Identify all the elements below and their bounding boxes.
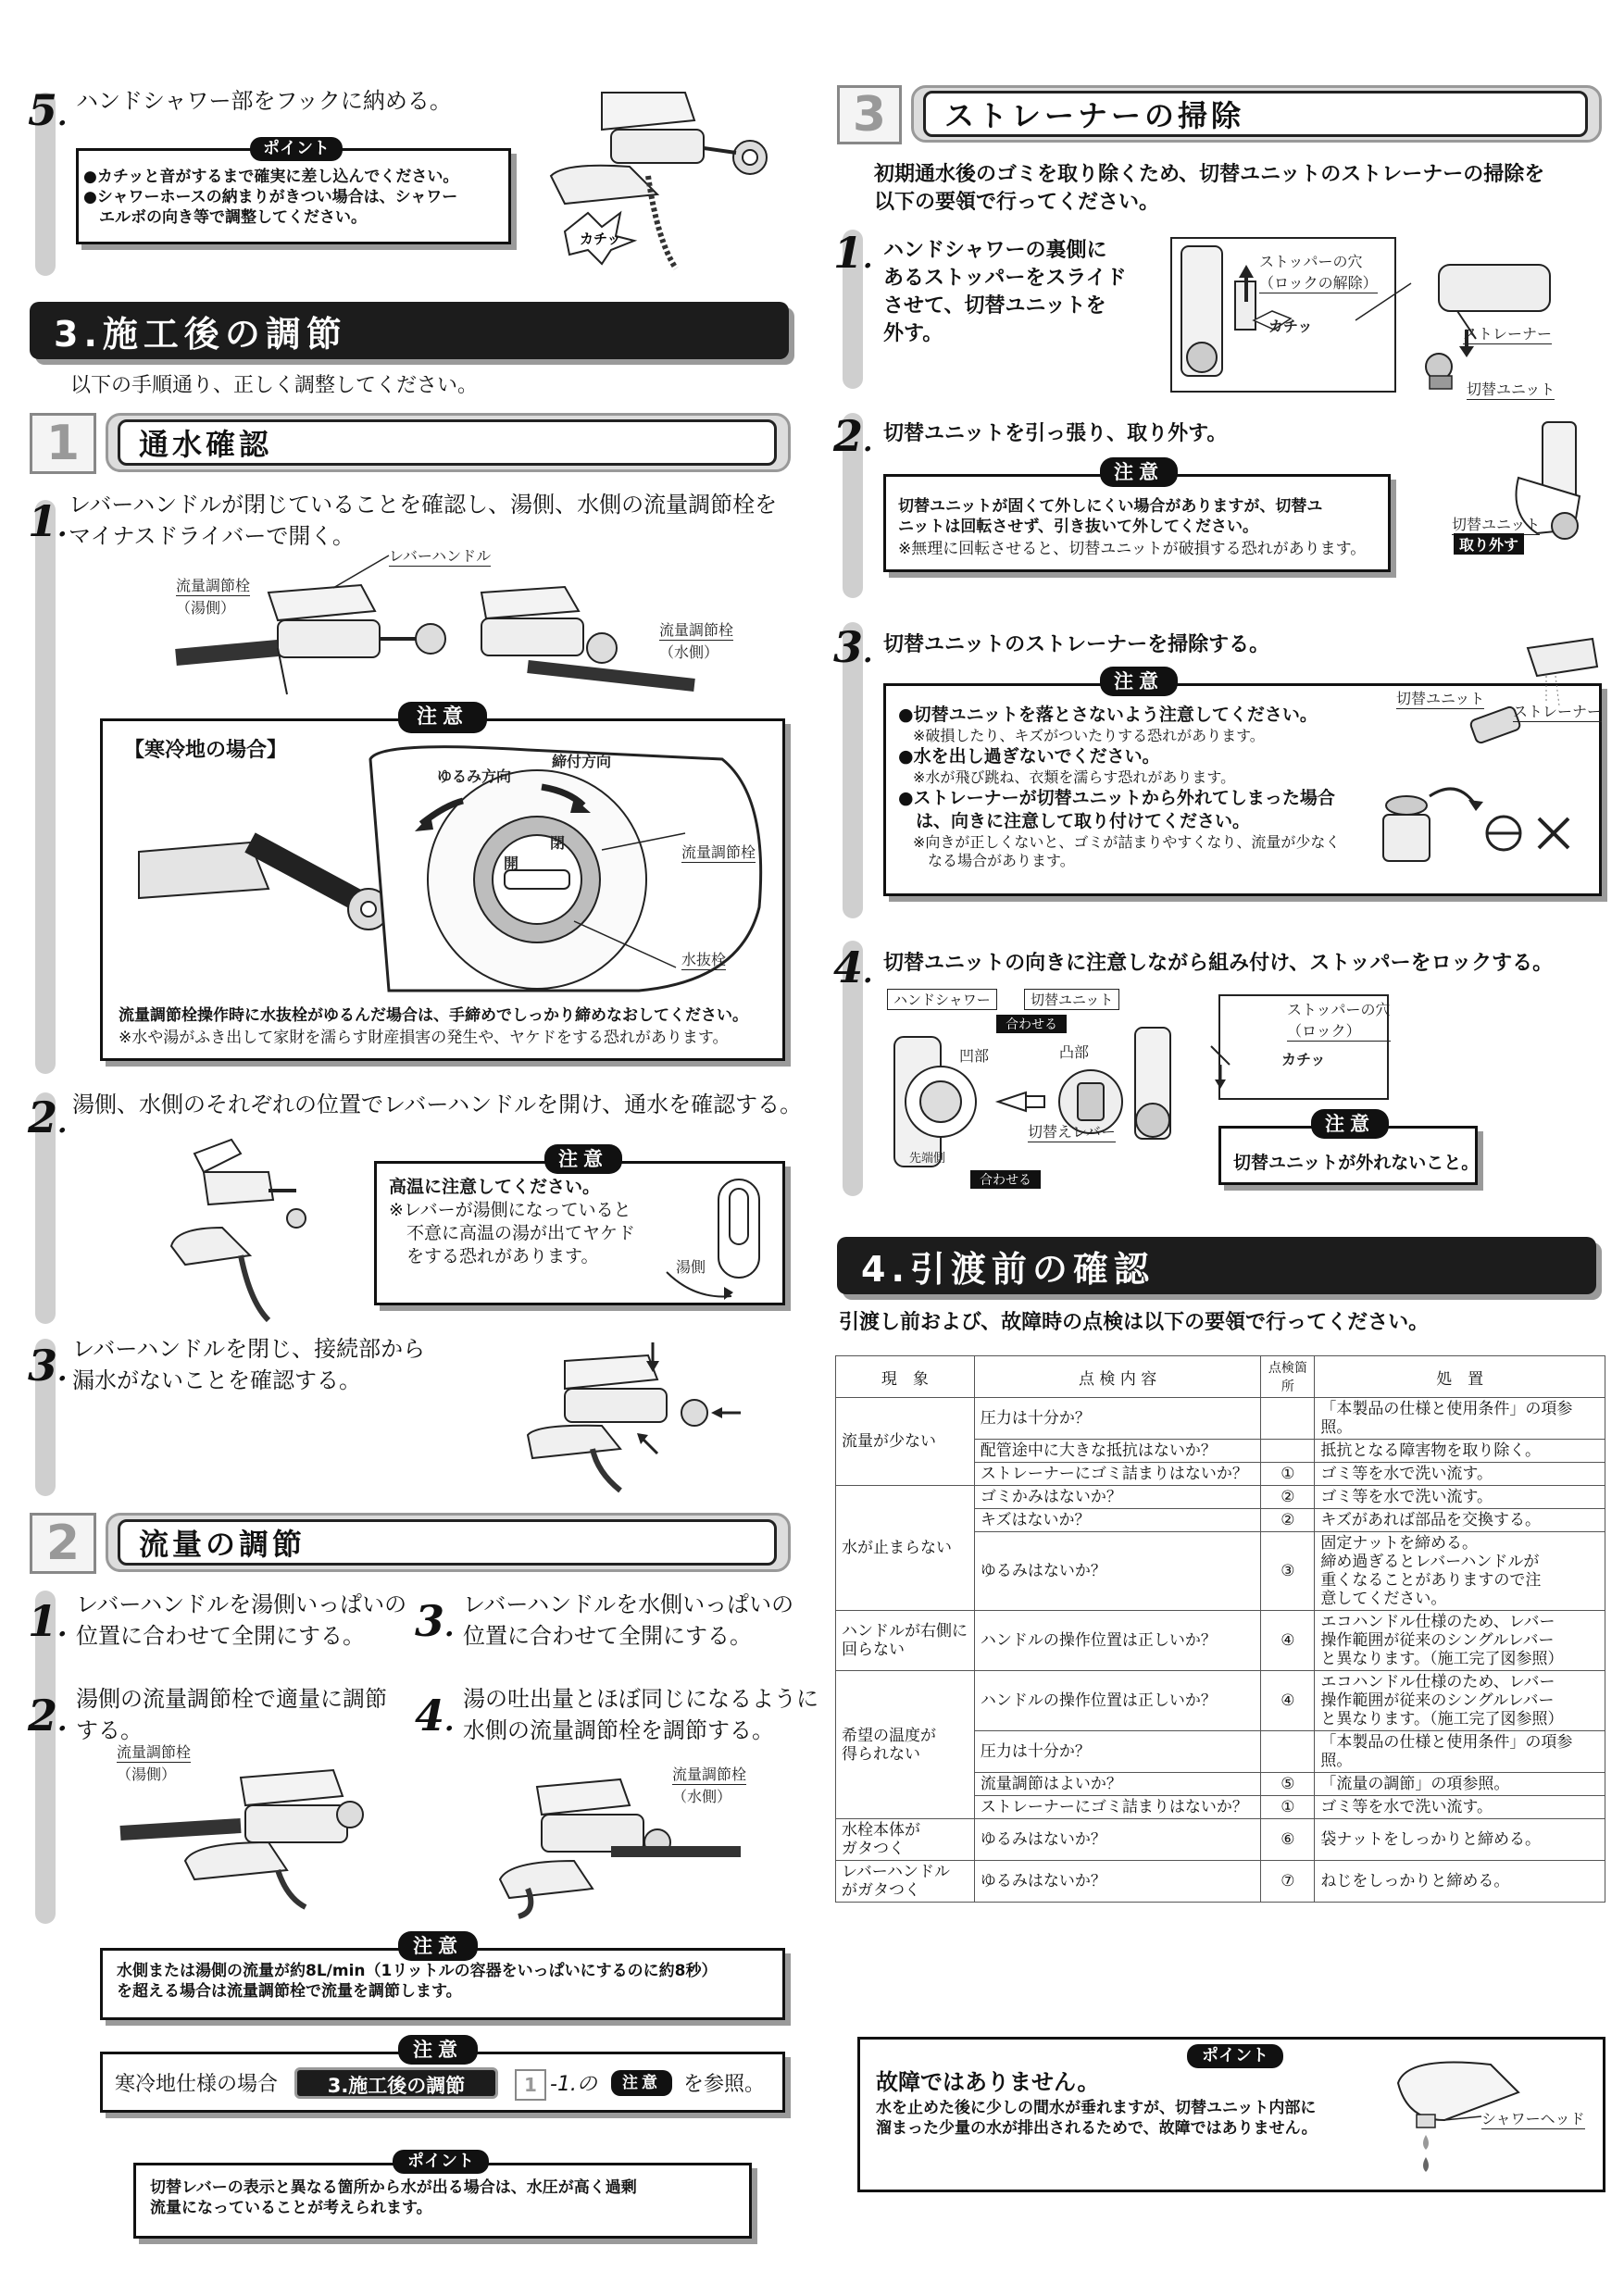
subsection-number: 2 [30,1513,96,1574]
subsection-title: 流量の調節 [139,1527,306,1562]
check-cell: ハンドルの操作位置は正しいか？ [974,1671,1261,1731]
symptom-cell: レバーハンドル がガタつく [836,1861,975,1903]
click-label: カチッ [1268,318,1313,335]
concave-label: 凹部 [959,1047,990,1065]
ref-prefix: 寒冷地仕様の場合 [115,2073,279,2096]
strainer-label: ストレーナー [1463,322,1552,344]
location-cell: ④ [1261,1611,1315,1671]
check-cell: キズはないか？ [974,1509,1261,1532]
remove-tag: 取り外す [1454,533,1524,555]
ref-caution-tag: 注意 [611,2070,672,2096]
inspection-table [835,1355,1605,1903]
action-cell: エコハンドル仕様のため、レバー 操作範囲が従来のシングルレバー と異なります。（施工完了図参照） [1315,1611,1605,1671]
location-cell: ④ [1261,1671,1315,1731]
point-label: ポイント [393,2150,489,2174]
match-tag: 合わせる [970,1170,1041,1189]
step-text: レバーハンドルを湯側いっぱいの 位置に合わせて全開にする。 [76,1591,407,1649]
hot-valve-illustration [120,1741,380,1907]
step-number: 1. [28,496,68,546]
faucet-hook-illustration [546,74,796,268]
step-bar [35,500,56,1074]
faucet-handle-illustration [167,1135,315,1320]
valve-hot-label: 流量調節栓 （湯側） [117,1741,191,1784]
step-number: 2. [28,1092,68,1142]
step-text: 切替ユニットのストレーナーを掃除する。 [883,633,1270,656]
check-cell: ゆるみはないか？ [974,1532,1261,1611]
check-cell: 流量調節はよいか？ [974,1773,1261,1796]
valve-cold-label: 流量調節栓 （水側） [659,618,733,662]
section-title: ストレーナーの掃除 [944,98,1245,133]
valve-label: 流量調節栓 [681,841,756,863]
section-header [911,85,1602,143]
caution-text: ●切替ユニットを落とさないよう注意してください。 ※破損したり、キズがついたりする恐れがあります。 ●水を出し過ぎないでください。 ※水が飛び跳ね、衣類を濡らす恐れがあります。 ●ストレーナーが切替ユニットから外れてしまった場合 は、向きに注意して取り付けてください。 ※向きが正しくないと、ゴミが詰まりやすくなり、流量が少なく なる場合があります。 [898,705,1341,869]
step-number: 1. [833,228,873,278]
step-text: レバーハンドルを水側いっぱいの 位置に合わせて全開にする。 [463,1591,794,1649]
subsection-number: 1 [30,413,96,474]
action-cell: キズがあれば部品を交換する。 [1315,1509,1605,1532]
caution-label: 注意 [1311,1109,1389,1139]
location-cell: ⑥ [1261,1819,1315,1861]
leak-check-illustration [518,1342,750,1491]
table-row [836,1486,1605,1509]
point-text: ●カチッと音がするまで確実に差し込んでください。 ●シャワーホースの納まりがきつい場合は、シャワー エルボの向き等で調整してください。 [83,168,459,227]
table-row [836,1611,1605,1671]
match-tag: 合わせる [996,1015,1067,1033]
header-cell: 点 検 内 容 [974,1356,1261,1398]
action-cell: ゴミ等を水で洗い流す。 [1315,1486,1605,1509]
caution-label: 注意 [1100,457,1178,487]
step-text: 切替ユニットを引っ張り、取り外す。 [883,422,1228,445]
unit-label: 切替ユニット [1396,687,1484,709]
stopper-hole-label: ストッパーの穴 （ロックの解除） [1259,253,1378,292]
step-text: 湯側の流量調節栓で適量に調節 する。 [76,1686,387,1743]
section-intro: 引渡し前および、故障時の点検は以下の要領で行ってください。 [839,1311,1430,1334]
action-cell: 抵抗となる障害物を取り除く。 [1315,1440,1605,1463]
location-cell [1261,1398,1315,1440]
convex-label: 凸部 [1059,1043,1090,1061]
cold-region-title: 【寒冷地の場合】 [124,739,288,762]
step-number: 2. [28,1691,68,1741]
caution-sub: ※水や湯がふき出して家財を濡らす財産損害の発生や、ヤケドをする恐れがあります。 [119,1029,729,1047]
point-text: 切替レバーの表示と異なる箇所から水が出る場合は、水圧が高く過剰 流量になっていることが考えられます。 [150,2178,637,2217]
point-label: ポイント [250,137,343,161]
step-text: 湯側、水側のそれぞれの位置でレバーハンドルを開け、通水を確認する。 [72,1092,803,1117]
location-cell [1261,1440,1315,1463]
open-label: 開 [504,855,519,872]
point-title: 故障ではありません。 [876,2069,1100,2095]
check-cell: ストレーナーにゴミ詰まりはないか？ [974,1796,1261,1819]
table-row [836,1861,1605,1903]
table-header [836,1356,1605,1398]
check-cell: ゆるみはないか？ [974,1819,1261,1861]
drain-label: 水抜栓 [681,948,726,970]
caution-main: 流量調節栓操作時に水抜栓がゆるんだ場合は、手締めでしっかり締めなおしてください。 [119,1006,748,1025]
ref-step: -1.の [550,2073,597,2096]
point-text: 水を止めた後に少しの間水が垂れますが、切替ユニット内部に 溜まった少量の水が排出されるためで、故障ではありません。 [876,2099,1318,2138]
unit-label: 切替ユニット [1452,513,1540,535]
close-label: 閉 [550,834,566,852]
section-intro: 初期通水後のゴミを取り除くため、切替ユニットのストレーナーの掃除を 以下の要領で行ってください。 [874,163,1545,214]
action-cell: ゴミ等を水で洗い流す。 [1315,1463,1605,1486]
symptom-cell: 希望の温度が 得られない [836,1671,975,1819]
step-text: レバーハンドルを閉じ、接続部から 漏水がないことを確認する。 [72,1336,426,1393]
action-cell: 「本製品の仕様と使用条件」の項参照。 [1315,1398,1605,1440]
action-cell: ねじをしっかりと締める。 [1315,1861,1605,1903]
step-number: 4. [833,942,873,992]
caution-text: 切替ユニットが外れないこと。 [1233,1153,1480,1173]
subsection-header [106,413,791,472]
strainer-clean-illustration [1389,630,1602,741]
faucet-valve-illustration [176,546,694,694]
symptom-cell: 水栓本体が ガタつく [836,1819,975,1861]
lever-label: レバーハンドル [389,544,491,567]
step-number: 1. [28,1596,68,1646]
check-cell: 圧力は十分か？ [974,1731,1261,1773]
click-label: カチッ [580,231,621,247]
table-row [836,1671,1605,1731]
check-cell: ゴミかみはないか？ [974,1486,1261,1509]
section-title: 4.引渡前の確認 [837,1237,1596,1294]
point-label: ポイント [1187,2044,1283,2068]
location-cell: ① [1261,1463,1315,1486]
caution-label: 注意 [398,702,487,733]
stopper-lock-label: ストッパーの穴 （ロック） [1287,1001,1391,1040]
tip-label: 先端側 [909,1152,946,1166]
ref-section-tag: 3.施工後の調節 [294,2067,498,2099]
valve-cold-label: 流量調節栓 （水側） [672,1763,746,1806]
step-number: 4. [415,1691,455,1741]
shower-head-label: シャワーヘッド [1481,2107,1585,2129]
hand-shower-tag: ハンドシャワー [887,989,997,1010]
action-cell: 「流量の調節」の項参照。 [1315,1773,1605,1796]
strainer-label: ストレーナー [1513,700,1602,722]
symptom-cell: 流量が少ない [836,1398,975,1486]
table-row [836,1819,1605,1861]
strainer-orientation-diagram [1374,778,1596,880]
hot-side-label: 湯側 [676,1258,706,1276]
location-cell [1261,1731,1315,1773]
step-text: ハンドシャワーの裏側に あるストッパーをスライド させて、切替ユニットを 外す。 [883,239,1127,345]
caution-label: 注意 [398,2035,478,2065]
caution-text: 高温に注意してください。 ※レバーが湯側になっていると 不意に高温の湯が出てヤケド をする恐れがあります。 [389,1177,636,1267]
step-text: 湯の吐出量とほぼ同じになるように 水側の流量調節栓を調節する。 [463,1686,818,1743]
check-cell: 配管途中に大きな抵抗はないか？ [974,1440,1261,1463]
action-cell: ゴミ等を水で洗い流す。 [1315,1796,1605,1819]
unit-label: 切替ユニット [1467,378,1555,400]
valve-hot-label: 流量調節栓 （湯側） [176,574,250,618]
step-number: 3. [833,622,873,672]
step-text: 切替ユニットの向きに注意しながら組み付け、ストッパーをロックする。 [883,952,1554,975]
header-cell: 点検箇所 [1261,1356,1315,1398]
location-cell: ② [1261,1509,1315,1532]
step-number: 3. [28,1341,68,1391]
step-text: レバーハンドルが閉じていることを確認し、湯側、水側の流量調節栓を マイナスドライバーで開く。 [69,492,778,549]
ref-number: 1 [515,2069,546,2101]
symptom-cell: 水が止まらない [836,1486,975,1611]
step-number: 5. [28,85,68,135]
location-cell: ⑤ [1261,1773,1315,1796]
location-cell: ⑦ [1261,1861,1315,1903]
step-number: 3. [415,1596,455,1646]
section-intro: 以下の手順通り、正しく調整してください。 [70,374,479,397]
check-cell: ハンドルの操作位置は正しいか？ [974,1611,1261,1671]
check-cell: ゆるみはないか？ [974,1861,1261,1903]
lever-handle-icon [657,1170,768,1300]
loosen-label: ゆるみ方向 [437,767,512,785]
caution-text: 水側または湯側の流量が約8L/min（1リットルの容器をいっぱいにするのに約8秒） を超える場合は流量調節栓で流量を調節します。 [117,1962,718,2001]
cold-valve-illustration [500,1750,741,1916]
header-cell: 処 置 [1315,1356,1605,1398]
header-cell: 現 象 [836,1356,975,1398]
subsection-header [106,1513,791,1572]
section-title: 3.施工後の調節 [30,302,789,359]
check-cell: 圧力は十分か？ [974,1398,1261,1440]
table-row [836,1398,1605,1440]
step-text: ハンドシャワー部をフックに納める。 [76,88,452,114]
action-cell: 「本製品の仕様と使用条件」の項参照。 [1315,1731,1605,1773]
tighten-label: 締付方向 [552,753,612,770]
caution-sub: ※無理に回転させると、切替ユニットが破損する恐れがあります。 [898,540,1367,558]
action-cell: 固定ナットを締める。 締め過ぎるとレバーハンドルが 重くなることがありますので注 意してください。 [1315,1532,1605,1611]
subsection-title: 通水確認 [139,427,273,462]
location-cell: ③ [1261,1532,1315,1611]
action-cell: 袋ナットをしっかりと締める。 [1315,1819,1605,1861]
symptom-cell: ハンドルが右側に 回らない [836,1611,975,1671]
ref-suffix: を参照。 [683,2073,766,2096]
caution-label: 注意 [398,1931,478,1961]
caution-label: 注意 [1100,667,1178,696]
switch-unit-tag: 切替ユニット [1024,989,1119,1010]
location-cell: ② [1261,1486,1315,1509]
caution-text: 切替ユニットが固くて外しにくい場合がありますが、切替ユ ニットは回転させず、引き抜いて外してください。 [898,497,1323,536]
lever-label: 切替えレバー [1028,1120,1116,1142]
check-cell: ストレーナーにゴミ詰まりはないか？ [974,1463,1261,1486]
section-number: 3 [837,85,902,144]
caution-label: 注意 [544,1144,622,1174]
click-label: カチッ [1281,1051,1326,1068]
step-number: 2. [833,411,873,461]
action-cell: エコハンドル仕様のため、レバー 操作範囲が従来のシングルレバー と異なります。（施工完了図参照） [1315,1671,1605,1731]
location-cell: ① [1261,1796,1315,1819]
